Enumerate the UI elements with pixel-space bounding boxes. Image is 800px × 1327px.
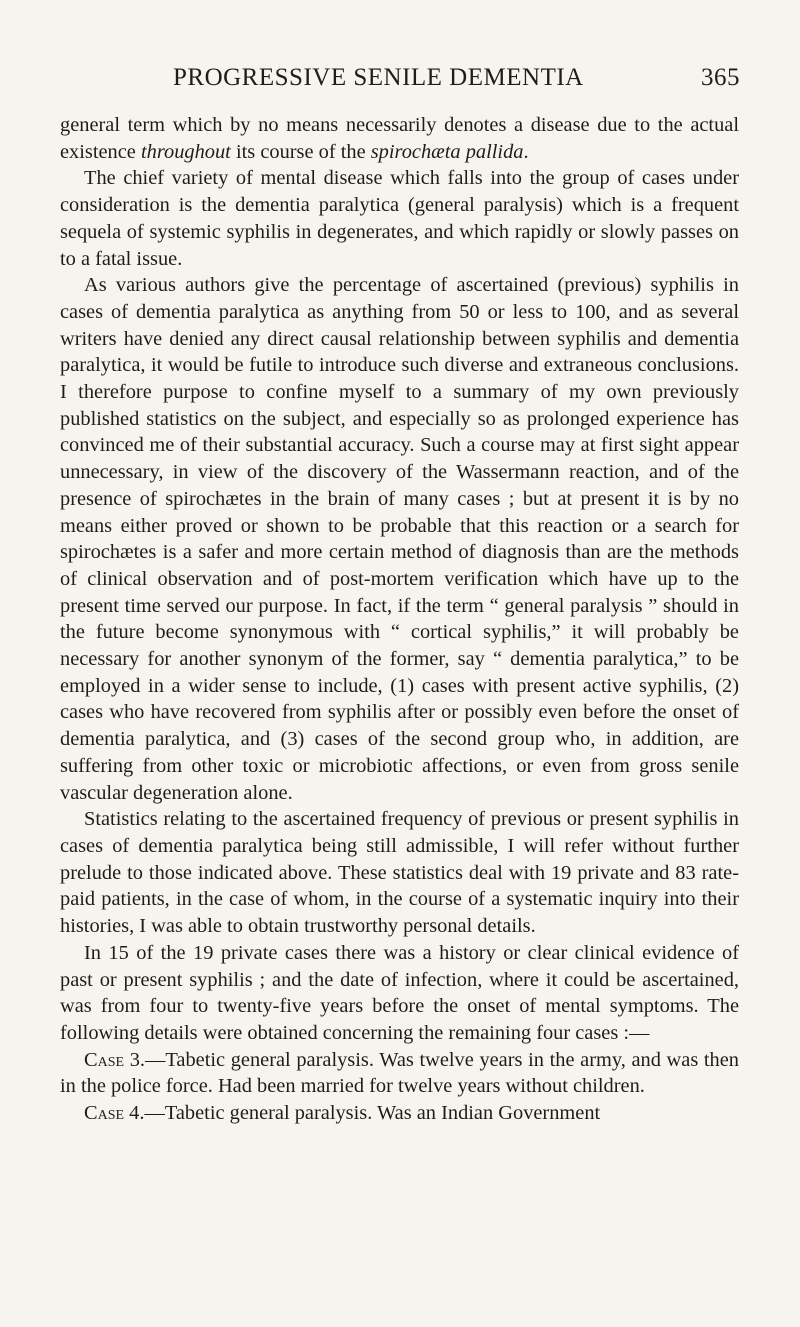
paragraph: In 15 of the 19 private cases there was a history or clear clinical evidence of past or present syphilis ; and the date of infection, where it could be ascertained, was from four to twenty-five years before the onset of mental symptoms. The following details were obtained concerning the remaining four cases :—: [60, 941, 739, 1044]
case-paragraph: [60, 1100, 739, 1127]
case-label: Case 3: [84, 1048, 140, 1071]
emphasis-throughout: throughout: [140, 140, 231, 163]
emphasis-spirochaeta: spirochæta pallida: [370, 140, 524, 163]
paragraph-continued: [60, 112, 739, 165]
case-text: .—Tabetic general paralysis. Was twelve years in the army, and was then in the police force. Had been married for twelve years without children.: [60, 1048, 739, 1098]
case-paragraph: [60, 1047, 739, 1100]
page-header: [60, 64, 740, 104]
body-text: [60, 112, 739, 1127]
text-run: its course of the: [230, 140, 371, 163]
page-number: 365: [701, 64, 740, 91]
text-run: general term which by no means necessarily denotes a disease due to the actual existence: [60, 114, 739, 163]
paragraph: Statistics relating to the ascertained frequency of previous or present syphilis in cases of dementia paralytica being still admissible, I will refer without further prelude to those indicated above. These statistics deal with 19 private and 83 rate-paid patients, in the case of whom, in the course of a systematic inquiry into their histories, I was able to obtain trustworthy personal details.: [60, 808, 739, 938]
paragraph: The chief variety of mental disease which falls into the group of cases under consideration is the dementia paralytica (general paralysis) which is a frequent sequela of systemic syphilis in degenerates, and which rapidly or slowly passes on to a fatal issue.: [60, 167, 739, 270]
running-title: PROGRESSIVE SENILE DEMENTIA: [173, 64, 584, 91]
case-text: .—Tabetic general paralysis. Was an Indian Government: [139, 1102, 601, 1125]
paragraph: As various authors give the percentage of ascertained (previous) syphilis in cases of dementia paralytica as anything from 50 or less to 100, and as several writers have denied any direct causal relationship between syphilis and dementia paralytica, it would be futile to introduce such diverse and extraneous conclusions. I therefore purpose to confine myself to a summary of my own previously published statistics on the subject, and especially so as prolonged experience has convinced me of their substantial accuracy. Such a course may at first sight appear unnecessary, in view of the discovery of the Wassermann reaction, and of the presence of spirochætes in the brain of many cases ; but at present it is by no means either proved or shown to be probable that this reaction or a search for spirochætes is a safer and more certain method of diagnosis than are the methods of clinical observation and of post-mortem verification which have up to the present time served our purpose. In fact, if the term “ general paralysis ” should in the future become synonymous with “ cortical syphilis,” it will probably be necessary for another synonym of the former, say “ dementia paralytica,” to be employed in a wider sense to include, (1) cases with present active syphilis, (2) cases who have recovered from syphilis after or possibly even before the onset of dementia paralytica, and (3) cases of the second group who, in addition, are suffering from other toxic or microbiotic affections, or even from gross senile vascular degeneration alone.: [60, 274, 739, 804]
text-run: .: [523, 140, 529, 163]
case-label: Case 4: [84, 1102, 140, 1125]
